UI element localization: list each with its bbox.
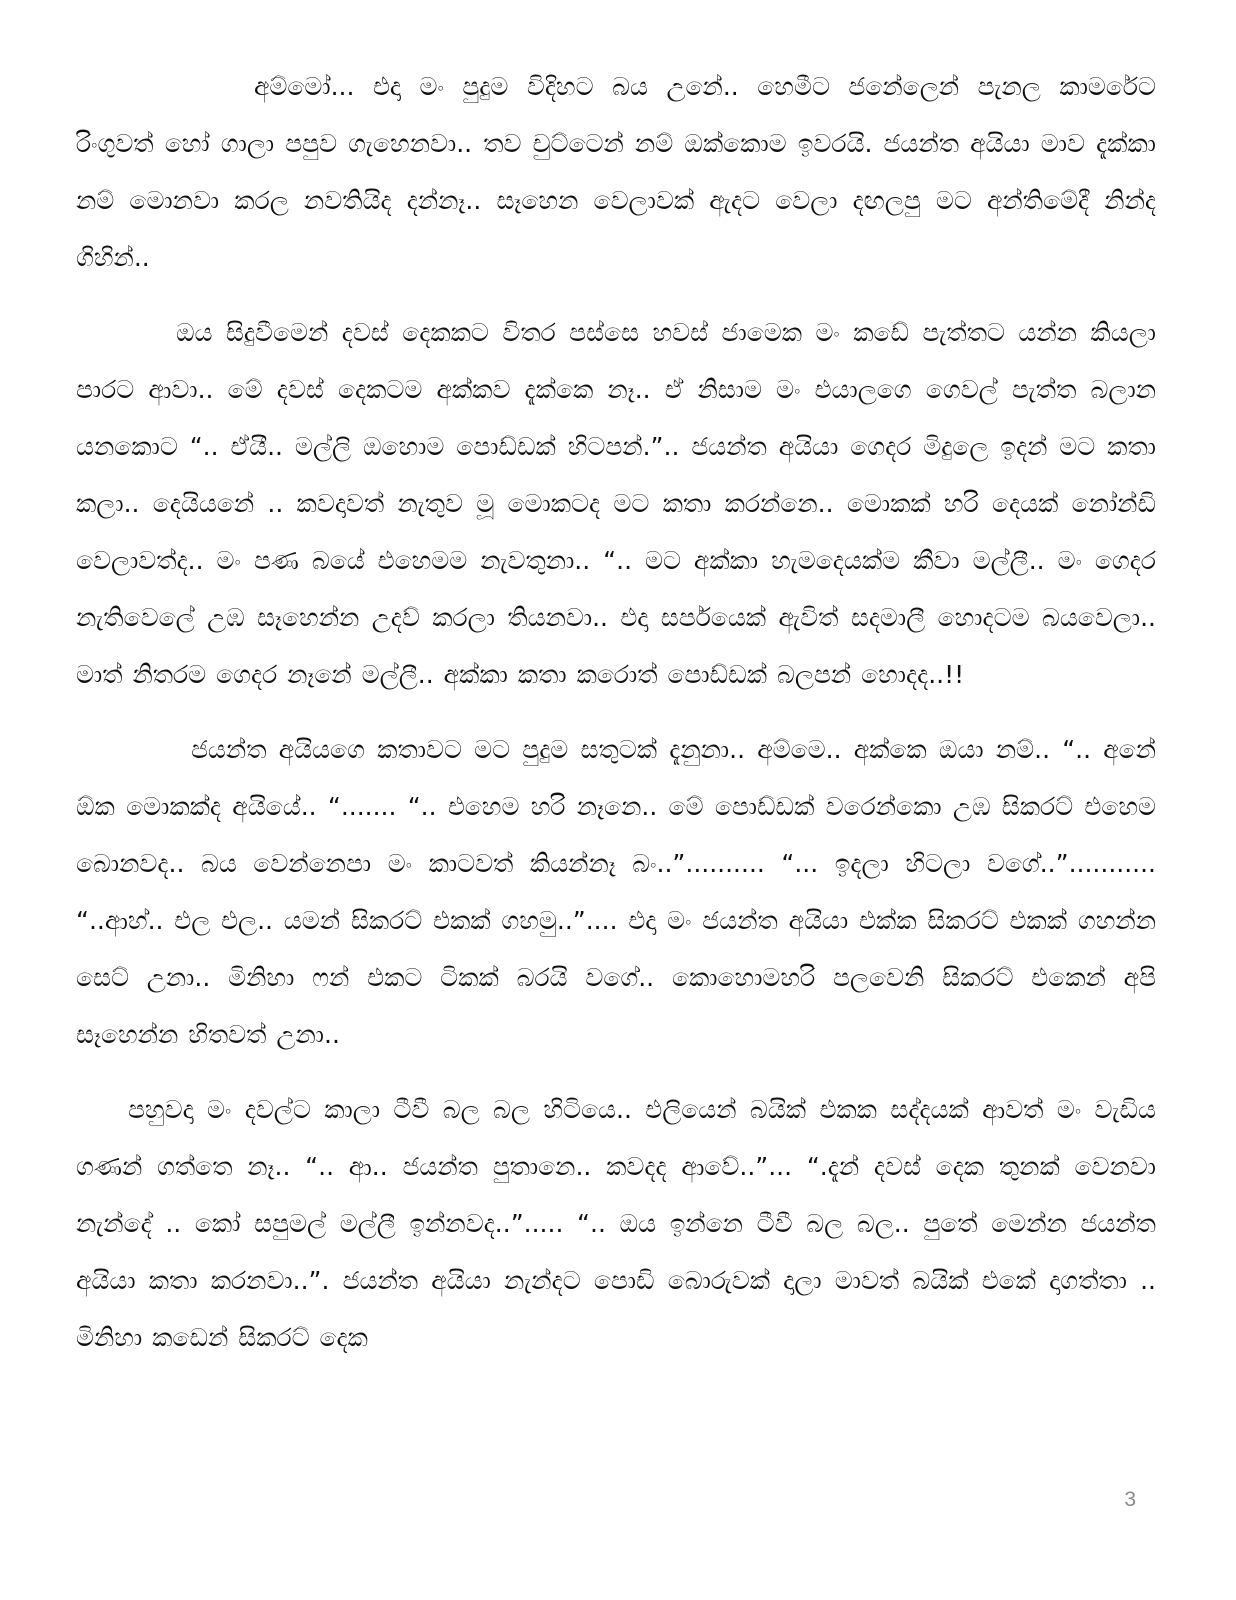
paragraph-2: ඔය සිදුවීමෙන් දවස් දෙකකට විතර පස්සෙ හවස් ජාමෙක මං කඩේ පැත්තට යන්න කියලා පාරට ආවා.. මේ දවස් දෙකටම අක්කව දැක්කෙ නෑ.. ඒ නිසාම මං එයාලගෙ ගෙවල් පැත්ත බලාන යනකොට “.. ඒයී.. මල්ලි ඔහොම පොඩ්ඩක් හිටපන්.”.. ජයන්ත අයියා ගෙදර මිදුලෙ ඉදන් මට කතා කලා.. දෙයියනේ .. කවදාවත් නැතුව මූ මොකටද මට කතා කරන්නෙ.. මොකක් හරි දෙයක් නෝන්ඩි වෙලාවත්ද.. මං පණ බයේ එහෙමම නැවතුනා.. “.. මට අක්කා හැමදෙයක්ම කීවා මල්ලී.. මං ගෙදර නැතිවෙලේ උඹ සෑහෙන්න උදව් කරලා තියනවා.. එදා සර්පයෙක් ඇවිත් සදමාලී හොදටම බයවෙලා.. මාත් නිතරම ගෙදර නෑනේ මල්ලී.. අක්කා කතා කරොත් පොඩ්ඩක් බලපන් හොදද..!! xyxy=(76,318,1156,689)
paragraph-1: අම්මෝ... එදා මං පුදුම විදිහට බය උනේ.. හෙමීට ජනේලෙන් පැනල කාමරේට රිංගුවත් හෝ ගාලා පපුව ගැහෙනවා.. තව චුට්ටෙන් නම් ඔක්කොම ඉවරයි. ජයන්ත අයියා මාව දැක්කා නම් මොනවා කරල නවතියිද දන්නෑ.. සෑහෙන වෙලාවක් ඇදට වෙලා දඟලපු මට අන්තිමේදී නින්ද ගිහින්.. xyxy=(76,72,1156,272)
paragraph-4: පහුවදා මං දවල්ට කාලා ටීවී බල බල හිටියෙ.. එලියෙන් බයික් එකක සද්දයක් ආවත් මං වැඩිය ගණන් ගත්තෙ නෑ.. “.. ආ.. ජයන්ත පුතානෙ.. කවදද ආවේ..”... “.දැන් දවස් දෙක තුනක් වෙනවා නැන්දේ .. කෝ සපුමල් මල්ලී ඉන්නවද..”..... “.. ඔය ඉන්නෙ ටීවී බල බල.. පුතේ මෙන්න ජයන්ත අයියා කතා කරනවා..”. ජයන්ත අයියා නැන්දට පොඩි බොරුවක් දාලා මාවත් බයික් එකේ දාගත්තා .. මිනිහා කඩෙන් සිකරට් දෙක xyxy=(76,1095,1156,1352)
document-body xyxy=(76,58,1156,1384)
paragraph-3: ජයන්ත අයියගෙ කතාවට මට පුදුම සතුටක් දැනුනා.. අම්මෙ.. අක්කෙ ඔයා නම්.. “.. අනේ ඕක මොකක්ද අයියේ.. “....... “.. එහෙම හරි නෑනෙ.. මේ පොඩ්ඩක් වරෙන්කො උඹ සිකරට් එහෙම බොනවද.. බය වෙන්නෙපා මං කාටවත් කියන්නෑ බං..”.......... “... ඉදලා හිටලා වගේ..”........... “..ආහ්.. එල එල.. යමන් සිකරට් එකක් ගහමු..”.... එදා මං ජයන්ත අයියා එක්ක සිකරට් එකක් ගහන්න සෙට් උනා.. මිනිහා ෆන් එකට ටිකක් බරයි වගේ.. කොහොමහරි පලවෙනි සිකරට් එකෙන් අපි සෑහෙන්න හිතවත් උනා.. xyxy=(76,735,1156,1049)
page-number: 3 xyxy=(1124,1488,1136,1511)
